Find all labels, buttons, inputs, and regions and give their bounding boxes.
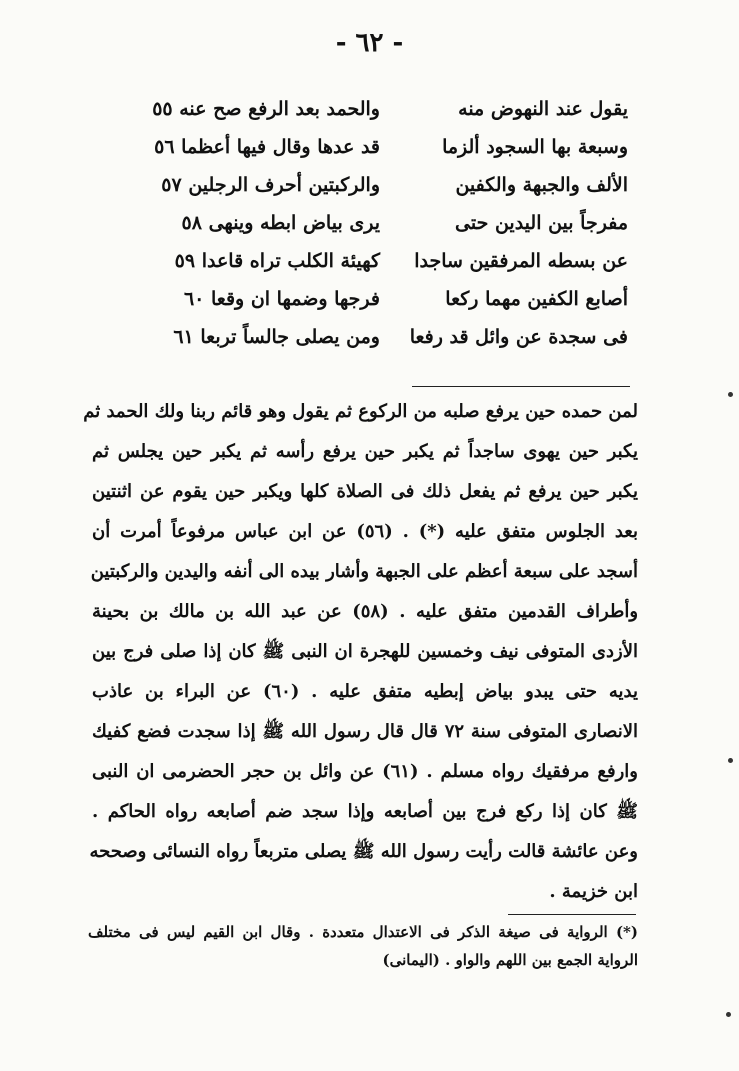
commentary-line: يديه حتى يبدو بياض إبطيه متفق عليه . (٦٠) عن البراء بن عاذب <box>92 681 638 702</box>
scan-speck <box>728 758 733 763</box>
section-divider <box>412 386 630 387</box>
commentary-line: الانصارى المتوفى سنة ٧٢ قال قال رسول الله ﷺ إذا سجدت فضع كفيك <box>92 721 638 742</box>
verse-number: ٥٥ <box>152 98 173 120</box>
verse-number: ٥٨ <box>181 212 202 234</box>
verse-line <box>128 136 628 174</box>
verse-first-hemistich: أصابع الكفين مهما ركعا <box>445 288 628 310</box>
verse-text: كهيئة الكلب تراه قاعدا <box>201 250 380 272</box>
verse-first-hemistich: الألف والجبهة والكفين <box>455 174 628 196</box>
verse-line <box>128 326 628 364</box>
verse-line <box>128 250 628 288</box>
page-number: - ٦٢ - <box>335 28 404 58</box>
verse-second-hemistich <box>128 98 380 120</box>
commentary-line: وارفع مرفقيك رواه مسلم . (٦١) عن وائل بن حجر الحضرمى ان النبى <box>92 761 638 782</box>
verse-line <box>128 174 628 212</box>
scan-speck <box>728 392 733 397</box>
verse-second-hemistich <box>128 212 380 234</box>
footnote-divider <box>508 914 636 915</box>
verse-second-hemistich <box>128 326 380 348</box>
footnote-block <box>88 918 638 974</box>
commentary-line: ﷺ كان إذا ركع فرج بين أصابعه وإذا سجد ضم أصابعه رواه الحاكم . <box>92 801 638 822</box>
verse-text: يرى بياض ابطه وينهى <box>208 212 380 234</box>
verse-number: ٥٦ <box>154 136 175 158</box>
verse-text: والحمد بعد الرفع صح عنه <box>179 98 380 120</box>
verse-first-hemistich: عن بسطه المرفقين ساجدا <box>414 250 628 272</box>
verse-first-hemistich: فى سجدة عن وائل قد رفعا <box>409 326 628 348</box>
commentary-line: لمن حمده حين يرفع صلبه من الركوع ثم يقول وهو قائم ربنا ولك الحمد ثم <box>83 401 638 422</box>
commentary-line: أسجد على سبعة أعظم على الجبهة وأشار بيده الى أنفه واليدين والركبتين <box>90 561 638 582</box>
verse-first-hemistich: مفرجاً بين اليدين حتى <box>455 212 628 234</box>
verse-line <box>128 212 628 250</box>
verse-second-hemistich <box>128 250 380 272</box>
verse-number: ٦٠ <box>183 288 205 310</box>
verse-number: ٦١ <box>173 326 194 348</box>
verse-second-hemistich <box>128 136 380 158</box>
verse-text: والركبتين أحرف الرجلين <box>188 174 380 196</box>
verse-line <box>128 98 628 136</box>
commentary-line: الأزدى المتوفى نيف وخمسين للهجرة ان النبى ﷺ كان إذا صلى فرج بين <box>92 641 638 662</box>
commentary-line: وأطراف القدمين متفق عليه . (٥٨) عن عبد الله بن مالك بن بحينة <box>92 601 639 622</box>
commentary-block <box>83 392 639 912</box>
commentary-line: يكبر حين يهوى ساجداً ثم يكبر حين يرفع رأسه ثم يكبر حين يجلس ثم <box>92 441 638 462</box>
verse-second-hemistich <box>128 174 380 196</box>
commentary-line: بعد الجلوس متفق عليه (*) . (٥٦) عن ابن عباس مرفوعاً أمرت أن <box>92 521 638 542</box>
verse-line <box>128 288 628 326</box>
commentary-line: ابن خزيمة . <box>549 881 638 902</box>
commentary-line: وعن عائشة قالت رأيت رسول الله ﷺ يصلى متربعاً رواه النسائى وصححه <box>89 841 638 862</box>
verse-text: قد عدها وقال فيها أعظما <box>181 136 380 158</box>
scan-speck <box>726 1012 731 1017</box>
verse-number: ٥٧ <box>161 174 182 196</box>
verse-second-hemistich <box>128 288 380 310</box>
verse-text: فرجها وضمها ان وقعا <box>211 288 380 310</box>
footnote-line: (*) الرواية فى صيغة الذكر فى الاعتدال متعددة . وقال ابن القيم ليس فى مختلف <box>88 923 638 941</box>
commentary-line: يكبر حين يرفع ثم يفعل ذلك فى الصلاة كلها ويكبر حين يقوم عن اثنتين <box>92 481 638 502</box>
verse-text: ومن يصلى جالساً تربعا <box>200 326 380 348</box>
verse-first-hemistich: يقول عند النهوض منه <box>458 98 628 120</box>
poem-block <box>128 98 628 364</box>
verse-first-hemistich: وسبعة بها السجود ألزما <box>442 136 628 158</box>
verse-number: ٥٩ <box>174 250 196 272</box>
footnote-line: الرواية الجمع بين اللهم والواو . (اليمانى) <box>382 951 638 969</box>
